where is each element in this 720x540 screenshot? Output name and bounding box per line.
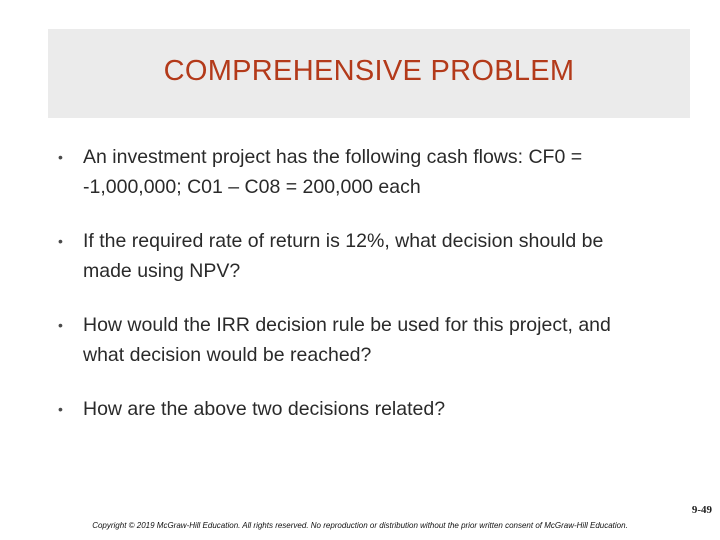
slide-title: COMPREHENSIVE PROBLEM bbox=[163, 55, 575, 87]
bullet-text: An investment project has the following cash flows: CF0 = -1,000,000; C01 – C08 = 200,000 each bbox=[83, 146, 583, 198]
bullet-text: If the required rate of return is 12%, what decision should be made using NPV? bbox=[83, 230, 604, 282]
bullet-list bbox=[56, 142, 656, 424]
bullet-item bbox=[56, 310, 656, 370]
bullet-dot-icon: • bbox=[58, 233, 63, 249]
bullet-text: How would the IRR decision rule be used for this project, and what decision would be reached? bbox=[83, 314, 611, 366]
copyright-notice: Copyright © 2019 McGraw-Hill Education. All rights reserved. No reproduction or distribution without the prior written consent of McGraw-Hill Education. bbox=[92, 521, 628, 530]
page-number: 9-49 bbox=[691, 504, 712, 516]
bullet-dot-icon: • bbox=[58, 149, 63, 165]
bullet-text: How are the above two decisions related? bbox=[83, 398, 446, 420]
title-band bbox=[48, 29, 690, 118]
bullet-dot-icon: • bbox=[58, 317, 63, 333]
bullet-item bbox=[56, 394, 656, 424]
bullet-dot-icon: • bbox=[58, 401, 63, 417]
bullet-item bbox=[56, 142, 656, 202]
bullet-item bbox=[56, 226, 656, 286]
